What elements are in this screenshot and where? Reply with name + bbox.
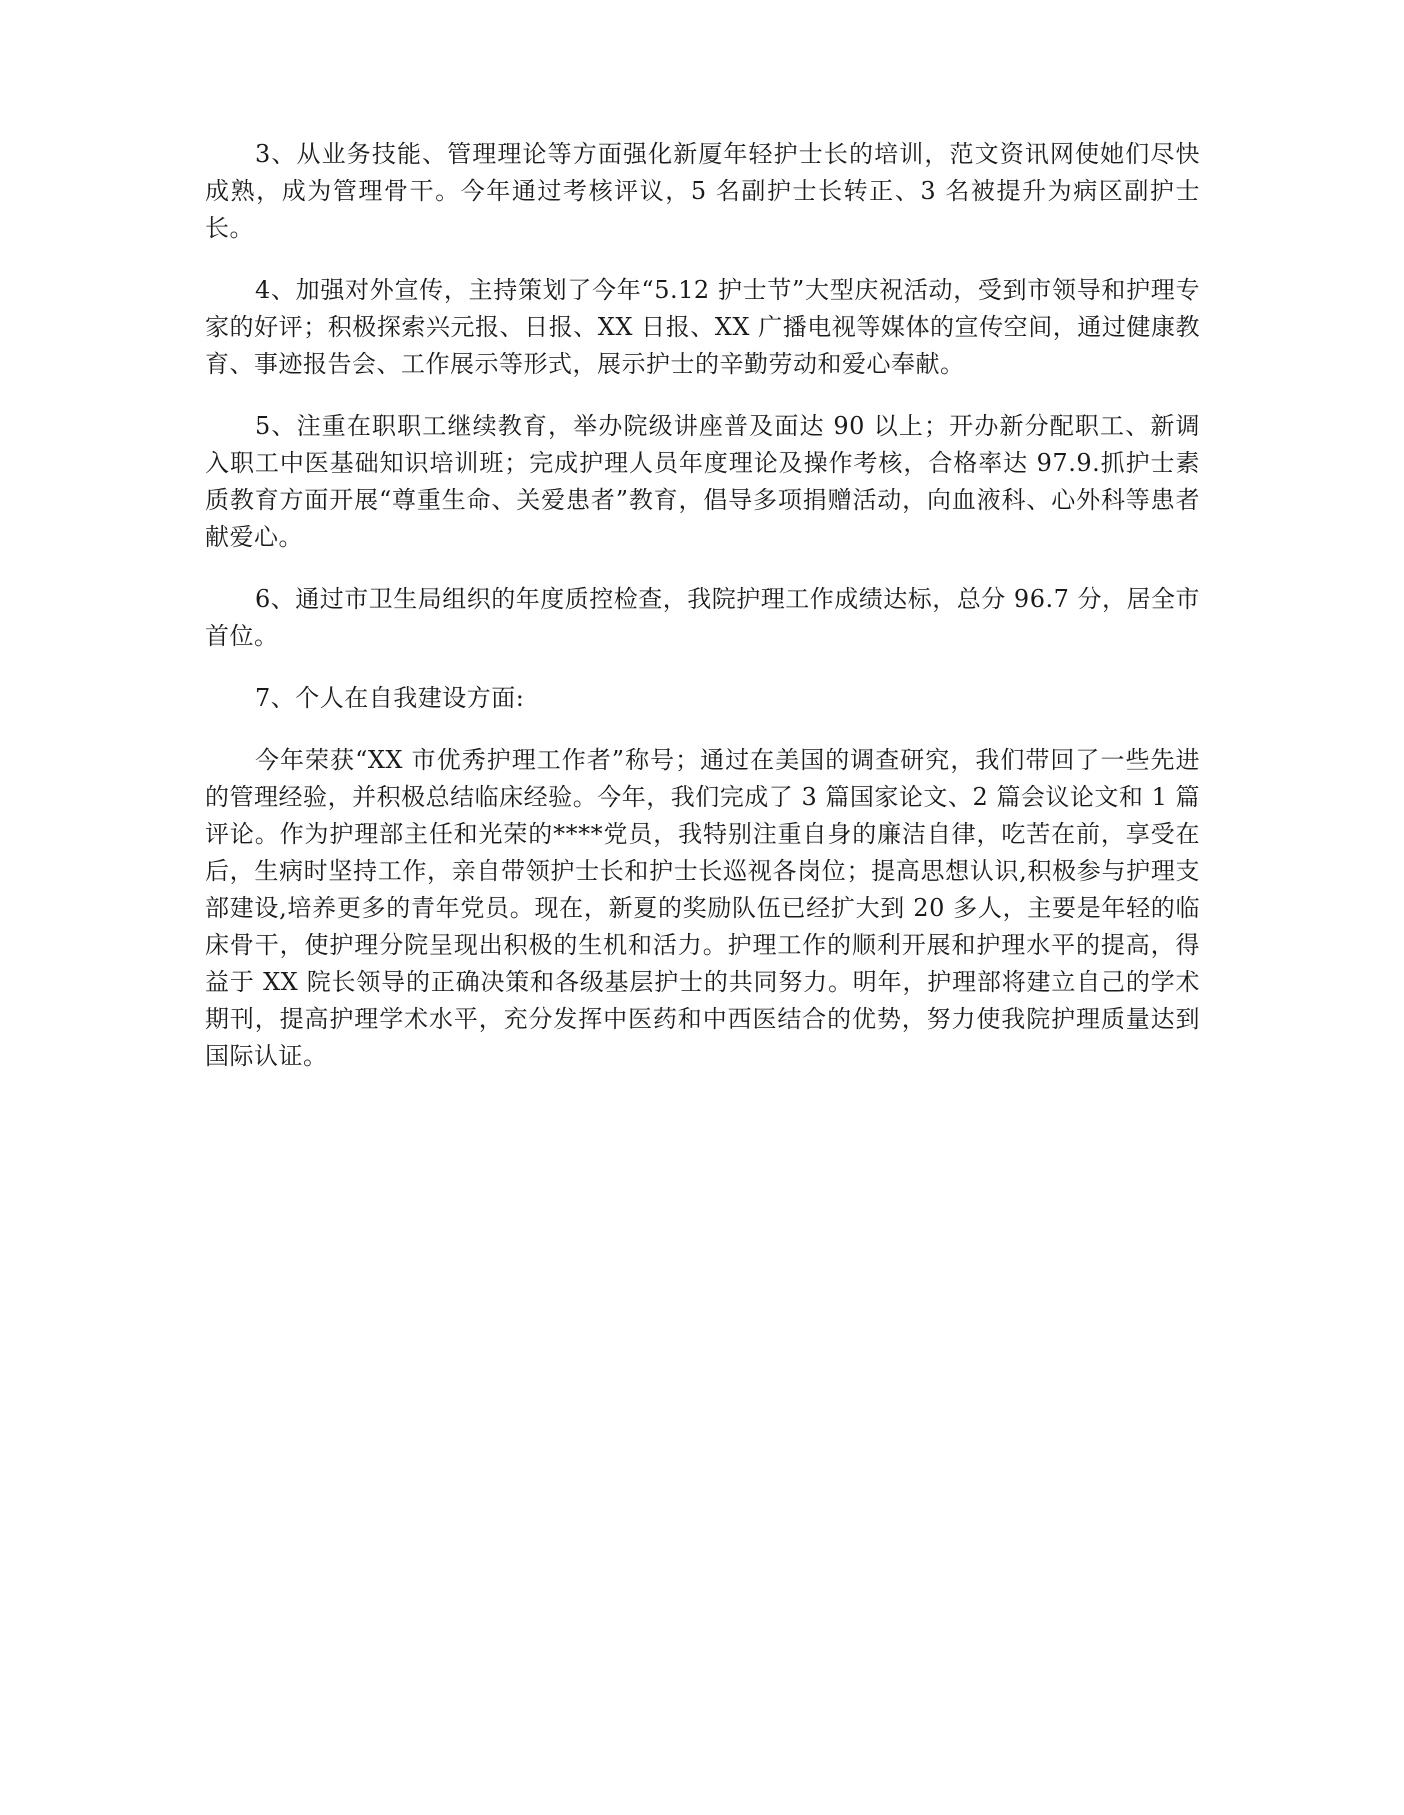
paragraph-item-7: 7、个人在自我建设方面: <box>255 684 525 712</box>
document-body <box>205 136 1200 1100</box>
paragraph-personal-summary: 今年荣获“XX 市优秀护理工作者”称号；通过在美国的调查研究，我们带回了一些先进的管理经验，并积极总结临床经验。今年，我们完成了 3 篇国家论文、2 篇会议论文和 1 篇评论。作为护理部主任和光荣的****党员，我特别注重自身的廉洁自律，吃苦在前，享受在后，生病时坚持工作，亲自带领护士长和护士长巡视各岗位；提高思想认识,积极参与护理支部建设,培养更多的青年党员。现在，新夏的奖励队伍已经扩大到 20 多人，主要是年轻的临床骨干，使护理分院呈现出积极的生机和活力。护理工作的顺利开展和护理水平的提高，得益于 XX 院长领导的正确决策和各级基层护士的共同努力。明年，护理部将建立自己的学术期刊，提高护理学术水平，充分发挥中医药和中西医结合的优势，努力使我院护理质量达到国际认证。 <box>205 746 1200 1070</box>
paragraph-item-6: 6、通过市卫生局组织的年度质控检查，我院护理工作成绩达标，总分 96.7 分，居全市首位。 <box>205 585 1200 650</box>
paragraph-item-3: 3、从业务技能、管理理论等方面强化新厦年轻护士长的培训，范文资讯网使她们尽快成熟，成为管理骨干。今年通过考核评议，5 名副护士长转正、3 名被提升为病区副护士长。 <box>205 140 1200 242</box>
paragraph-item-4: 4、加强对外宣传，主持策划了今年“5.12 护士节”大型庆祝活动，受到市领导和护理专家的好评；积极探索兴元报、日报、XX 日报、XX 广播电视等媒体的宣传空间，通过健康教育、事迹报告会、工作展示等形式，展示护士的辛勤劳动和爱心奉献。 <box>205 276 1200 378</box>
paragraph-item-5: 5、注重在职职工继续教育，举办院级讲座普及面达 90 以上；开办新分配职工、新调入职工中医基础知识培训班；完成护理人员年度理论及操作考核，合格率达 97.9.抓护士素质教育方面开展“尊重生命、关爱患者”教育，倡导多项捐赠活动，向血液科、心外科等患者献爱心。 <box>205 412 1200 551</box>
